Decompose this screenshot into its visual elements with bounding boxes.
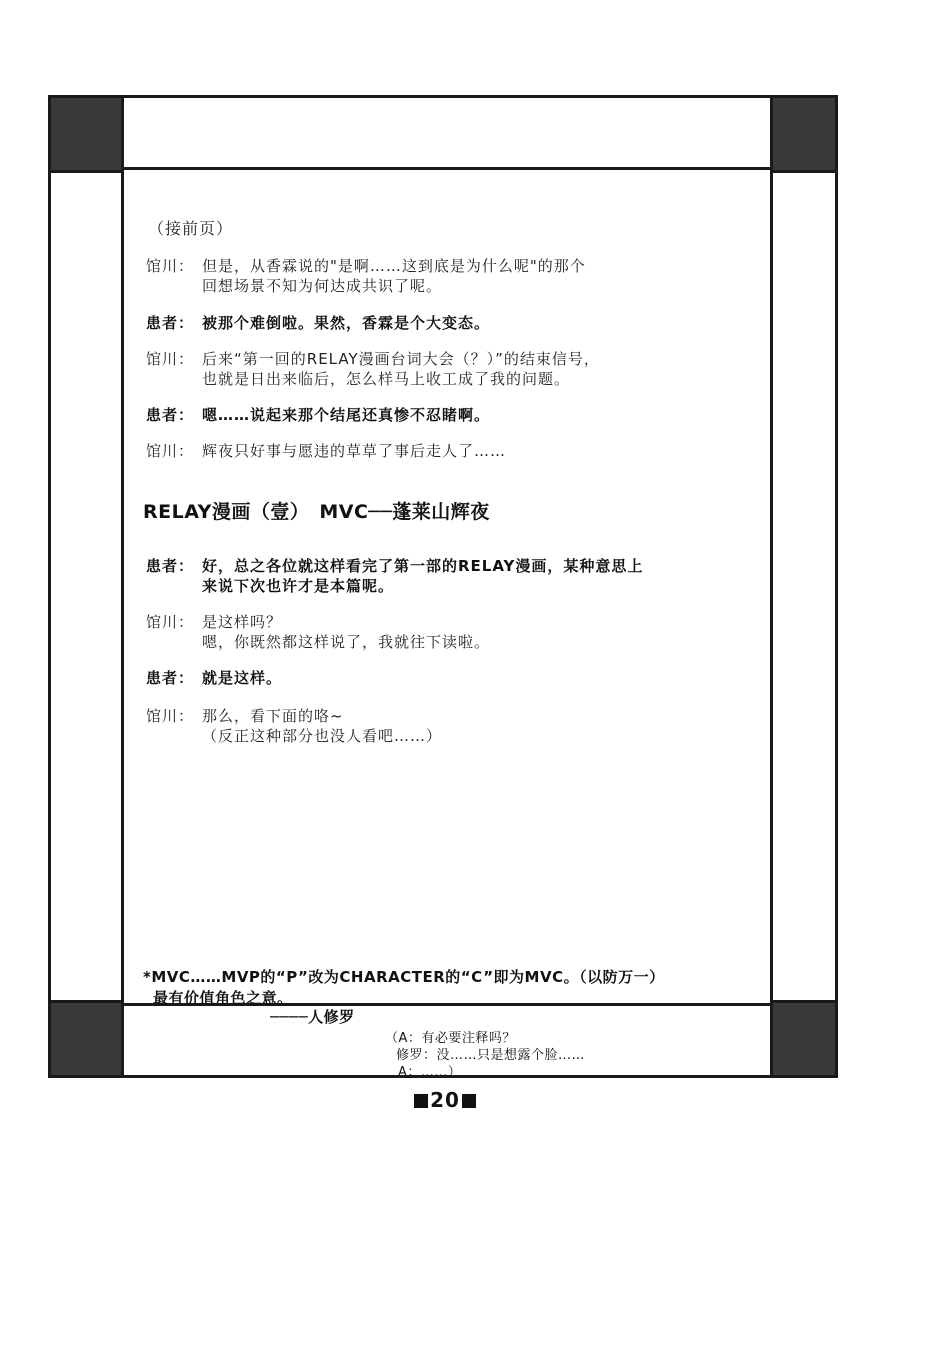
footnote-aside-2: 修罗：没……只是想露个脸…… — [396, 1048, 586, 1063]
speaker-label: 馆川： — [146, 442, 195, 460]
speaker-label: 馆川： — [146, 707, 195, 725]
page-frame — [48, 95, 838, 1078]
dialogue-text: 是这样吗？ — [202, 613, 283, 631]
section-heading: RELAY漫画（壹） MVC──蓬莱山辉夜 — [143, 501, 490, 523]
footnote-line-2: 最有价值角色之意。 — [153, 989, 293, 1007]
dialogue-text: 就是这样。 — [202, 669, 283, 687]
speaker-label: 馆川： — [146, 257, 195, 275]
frame-top-panel — [124, 98, 770, 167]
frame-rule-left — [121, 98, 124, 1075]
dialogue-continuation: （反正这种部分也没人看吧……） — [202, 727, 443, 745]
dialogue-line — [146, 405, 490, 425]
dialogue-continuation: 也就是日出来临后，怎么样马上收工成了我的问题。 — [202, 370, 571, 388]
frame-corner-bottom-left — [51, 1003, 124, 1075]
speaker-label: 患者： — [146, 406, 195, 424]
frame-rule-top — [124, 167, 770, 170]
dialogue-line — [146, 256, 586, 276]
dialogue-line — [146, 612, 282, 632]
dialogue-line — [146, 313, 490, 333]
footnote-signature: ────人修罗 — [270, 1008, 355, 1026]
speaker-label: 馆川： — [146, 350, 195, 368]
frame-corner-bottom-right — [770, 1003, 835, 1075]
speaker-label: 患者： — [146, 669, 195, 687]
dialogue-continuation: 来说下次也许才是本篇呢。 — [202, 577, 395, 595]
dialogue-text: 后来“第一回的RELAY漫画台词大会（？）”的结束信号， — [202, 350, 600, 368]
footnote-aside-1: （A：有必要注释吗？ — [385, 1031, 516, 1046]
dialogue-line — [146, 441, 506, 461]
page-number — [400, 1088, 490, 1112]
dialogue-text: 好，总之各位就这样看完了第一部的RELAY漫画，某种意思上 — [202, 557, 644, 575]
dialogue-line — [146, 349, 600, 369]
speaker-label: 患者： — [146, 557, 195, 575]
page-number-value: 20 — [430, 1088, 460, 1112]
speaker-label: 患者： — [146, 314, 195, 332]
frame-rule-low-right — [773, 1000, 835, 1003]
frame-rule-mid-left — [51, 170, 124, 173]
frame-rule-right — [770, 98, 773, 1075]
dialogue-text: 但是，从香霖说的"是啊……这到底是为什么呢"的那个 — [202, 257, 586, 275]
page-number-square-right-icon — [462, 1094, 476, 1108]
dialogue-text: 辉夜只好事与愿违的草草了事后走人了…… — [202, 442, 507, 460]
dialogue-line — [146, 668, 282, 688]
page-number-square-left-icon — [414, 1094, 428, 1108]
footnote-line-1: *MVC……MVP的“P”改为CHARACTER的“C”即为MVC。（以防万一） — [143, 968, 665, 986]
dialogue-continuation: 回想场景不知为何达成共识了呢。 — [202, 277, 443, 295]
footnote-aside-3: A：……） — [398, 1065, 462, 1080]
frame-rule-mid-right — [773, 170, 835, 173]
dialogue-text: 嗯……说起来那个结尾还真惨不忍睹啊。 — [202, 406, 491, 424]
frame-corner-top-right — [770, 98, 835, 171]
speaker-label: 馆川： — [146, 613, 195, 631]
dialogue-line — [146, 556, 643, 576]
dialogue-continuation: 嗯，你既然都这样说了，我就往下读啦。 — [202, 633, 491, 651]
frame-rule-low-left — [51, 1000, 124, 1003]
frame-corner-top-left — [51, 98, 124, 171]
dialogue-line — [146, 706, 344, 726]
dialogue-text: 那么，看下面的咯~ — [202, 707, 344, 725]
dialogue-text: 被那个难倒啦。果然，香霖是个大变态。 — [202, 314, 491, 332]
continued-note: （接前页） — [148, 219, 234, 238]
